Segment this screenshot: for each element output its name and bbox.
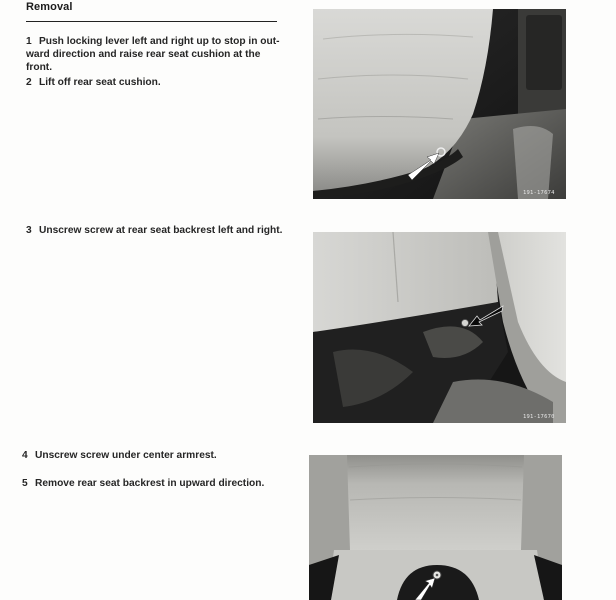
step-2 xyxy=(26,76,291,89)
step-3 xyxy=(26,224,291,237)
step-5 xyxy=(22,477,287,490)
photo-backrest-screw xyxy=(313,232,566,423)
photo-code: 191-17670 xyxy=(523,414,555,420)
photo-rear-seat-cushion xyxy=(313,9,566,199)
step-text: Unscrew screw at rear seat backrest left and right. xyxy=(39,225,283,236)
step-text: Remove rear seat backrest in upward direction. xyxy=(35,478,265,489)
photo-armrest-screw xyxy=(309,455,562,600)
step-number: 5 xyxy=(22,478,28,489)
photo-code: 191-17674 xyxy=(523,190,555,196)
step-1 xyxy=(26,35,282,74)
section-heading: Removal xyxy=(26,1,73,13)
step-number: 1 xyxy=(26,36,32,47)
armrest-screw-photo xyxy=(309,455,562,600)
step-text: Unscrew screw under center armrest. xyxy=(35,450,217,461)
step-text: Lift off rear seat cushion. xyxy=(39,77,161,88)
step-number: 2 xyxy=(26,77,32,88)
backrest-screw-photo xyxy=(313,232,566,423)
step-text: Push locking lever left and right up to stop in out-ward direction and raise rear seat cushion at the front. xyxy=(26,36,280,73)
step-number: 4 xyxy=(22,450,28,461)
seat-cushion-photo xyxy=(313,9,566,199)
step-4 xyxy=(22,449,287,462)
step-number: 3 xyxy=(26,225,32,236)
heading-rule xyxy=(26,21,277,22)
